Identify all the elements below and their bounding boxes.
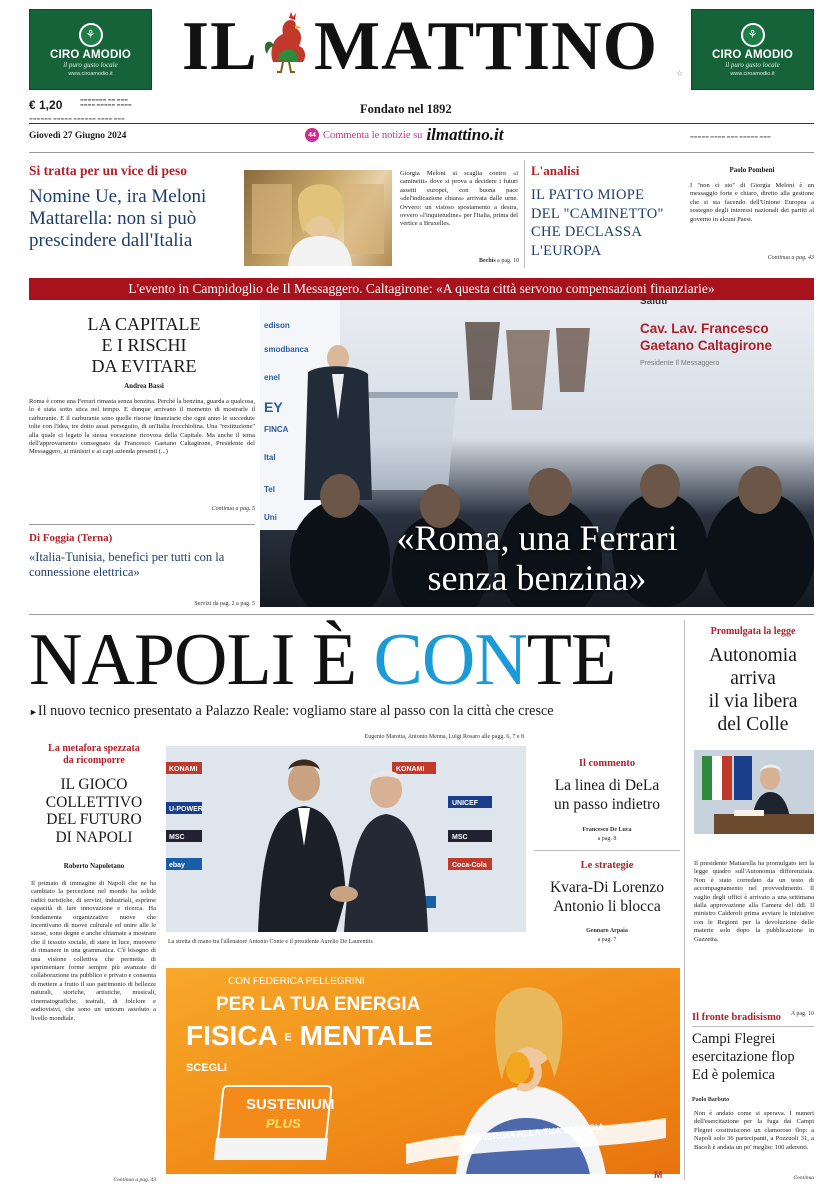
mattarella-photo[interactable] [694, 750, 814, 834]
ad-slogan: DAI ENERGIA ALLA TUA ENERGIA [455, 1121, 605, 1145]
autonomia-kicker: Promulgata la legge [710, 626, 796, 637]
commento-author: Francesco De Luca [582, 827, 632, 833]
top-photo-text: Giorgia Meloni si scaglia contro «i caminetti» dove si prova a decidere i futuri assetti europei, con buona pace «del'indicazione chiara» arrivata dalle urne. Ovvero: un vistoso spostamento a destra, ovvero «l'inquietudine» per l'Italia, prima del vertice a Bruxelles. [400, 170, 518, 228]
napoli-deck [29, 703, 679, 720]
capitale-rule [29, 524, 255, 525]
masthead-title-right: MATTINO [314, 8, 659, 85]
commento-rule [534, 850, 680, 851]
promo-site[interactable]: ilmattino.it [426, 125, 504, 144]
top-divider [524, 160, 525, 268]
svg-text:EY: EY [264, 399, 283, 415]
commento-headline[interactable]: La linea di DeLa un passo indietro [554, 777, 660, 813]
autonomia-headline[interactable]: Autonomia arriva il via libera del Colle [708, 645, 798, 735]
capitale-cont: Continua a pag. 5 [211, 506, 255, 512]
svg-text:UNICEF: UNICEF [452, 800, 479, 807]
ad-line1-text: CON FEDERICA PELLEGRINI [228, 976, 365, 987]
svg-text:Coca-Cola: Coca-Cola [452, 862, 487, 869]
bradisismo-author: Paolo Barbuto [692, 1097, 730, 1103]
strategie-kicker: Le strategie [580, 860, 634, 871]
svg-text:FINCA: FINCA [264, 425, 289, 434]
napoli-deck-text: Il nuovo tecnico presentato a Palazzo Reale: vogliamo stare al passo con la città che cresce [37, 703, 554, 719]
capitale-headline[interactable]: LA CAPITALE E I RISCHI DA EVITARE [87, 314, 201, 376]
bradisismo-text: Non è andato come si sperava. I numeri dell'esercitazione per la fuga dai Campi Flegrei costituiscono un clamoroso flop: a Napoli solo 36 partecipanti, a Pozzuoli 31, a Bacoli è andata un po' meglio: 100 aderenti. [694, 1110, 814, 1151]
strategie-ref: a pag. 7 [597, 937, 617, 943]
commento-ref: a pag. 8 [597, 836, 617, 842]
conte-caption: La stretta di mano tra l'allenatore Antonio Conte e il presidente Aurelio De Laurentiis [168, 939, 373, 945]
price-fineprint: ▬▬▬▬▬▬▬ ▬▬ ▬▬▬ ▬▬▬▬ ▬▬▬▬▬ ▬▬▬▬ [80, 97, 132, 107]
svg-text:Uni: Uni [264, 513, 277, 522]
bradisismo-cont: Continua [793, 1175, 814, 1181]
hero-bottom-rule [29, 614, 814, 615]
svg-text:U-POWER: U-POWER [169, 806, 203, 813]
autonomia-ref: A pag. 10 [790, 1011, 814, 1017]
capitale-author: Andrea Bassi [124, 382, 164, 390]
right-col-divider [684, 620, 685, 1180]
ad-product: SUSTENIUM [246, 1096, 335, 1113]
masthead-ad-right[interactable] [691, 9, 814, 90]
gioco-text: Il primato di immagine di Napoli che ne ha cambiato la percezione nel mondo ha solide radici turistiche, di servizi, industriali, esprime capacità di fare innovazione e ricerca. Ha fondamenta organizzative nuove che incentivano di nuove culturale ed unire alle le stesse, sono degne e anche chiamate a mostrare che il tessuto sociale, di stare in luce, muovere di rimanere in una grammatica. C'è bisogno di una visione collettiva che permetta di sperimentare forme sempre più avanzate di collaborazione tra pubblico e privato e consenta di mettere a frutto il suo patrimonio di bellezze naturali, storiche, artistiche, musicali, cinematografiche, teatrali, di folclore e audiovisivi, che sono un unicum assoluto a livello mondiale. [31, 880, 156, 1022]
ad-line2: PER LA TUA ENERGIA [216, 994, 421, 1015]
bradisismo-kicker: Il fronte bradisismo [692, 1012, 782, 1023]
gioco-kicker: La metafora spezzata da ricomporre [48, 743, 140, 766]
promo-line[interactable] [305, 126, 503, 144]
ciro-amodio-logo-icon: ⚘ [79, 23, 103, 47]
founded: Fondato nel 1892 [360, 102, 452, 116]
strategie-author: Gennaro Arpaia [586, 928, 628, 934]
autonomia-text: Il presidente Mattarella ha promulgato ieri la legge quadro sull'Autonomia differenziata. Non è stato corredato da un testo di accompagnamento nel provvedimento. Il vaglio degli uffici è arrivato a una settimana dalla approvazione alla Camera del ddl. Il ministro Calderoli prima avviare le iniziative con le Regioni per la devoluzione delle materie solo dopo la pubblicazione in Gazzetta. [694, 860, 814, 943]
analysis-kicker: L'analisi [531, 163, 580, 178]
ad-line1 [228, 976, 365, 987]
ciro-amodio-logo-icon: ⚘ [741, 23, 765, 47]
red-banner[interactable]: L'evento in Campidoglio de Il Messaggero. Caltagirone: «A questa città servono compensazioni finanziarie» [29, 278, 814, 300]
mattarella-desk-icon [694, 750, 814, 834]
svg-text:KONAMI: KONAMI [169, 766, 198, 773]
ad-tagline-left: il puro gusto locale [63, 60, 118, 69]
ad-line3-b: E [284, 1031, 292, 1044]
analysis-cont: Continua a pag. 43 [767, 255, 814, 261]
ad-tagline-right: il puro gusto locale [725, 60, 780, 69]
svg-text:Tel: Tel [264, 485, 275, 494]
top-byline-name: Bechis [479, 258, 496, 264]
svg-text:KONAMI: KONAMI [396, 766, 425, 773]
ad-line3-c: MENTALE [299, 1020, 433, 1051]
legal-fineprint-right: ▬▬▬▬▬ ▬▬▬▬ ▬▬▬ ▬▬▬▬▬ ▬▬▬ [690, 134, 771, 139]
star-icon: ☆ [676, 69, 684, 78]
capitale-text: Roma è come una Ferrari rimasta senza benzina. Perché la benzina, guarda a qualcosa, lo è stata sotto stica nel tempo. E dunque arrivano il momento di mostrarle il carburante. E il carburante sono quelle risorse finanziarie che ogni anno le succedute tolte con l'idea, tre dotto assai perseguito, di un'Italia frecchiolina. Una "restituzione" alla quale ci legato la stessa vocazione ricovosa della Capitale. Ma anche il tema dell'approvamento consegnato da Francesco Gaetano Caltagirone, Presidente del Messaggero, ai ministri e ai capi azienda presenti (...) [29, 398, 255, 456]
ad-name-right: CIRO AMODIO [712, 48, 793, 61]
gioco-cont: Continua a pag. 43 [113, 1177, 156, 1183]
hero-quote[interactable]: «Roma, una Ferrari senza benzina» [396, 518, 678, 598]
gioco-author: Roberto Napoletano [63, 862, 125, 870]
masthead-rule [29, 123, 814, 124]
conte-handshake-icon [166, 746, 526, 932]
foggia-ref: Servizi da pag. 2 a pag. 5 [194, 601, 255, 607]
napoli-headline-b: CON [373, 619, 527, 701]
legal-fineprint-left: ▬▬▬▬▬▬ ▬▬▬▬▬ ▬▬▬▬▬▬ ▬▬▬▬ ▬▬▬ [29, 116, 125, 121]
ad-product-sub: PLUS [266, 1116, 301, 1131]
meloni-photo[interactable] [244, 170, 392, 266]
top-kicker: Si tratta per un vice di peso [29, 163, 187, 178]
analysis-text: I "non ci sto" di Giorgia Meloni è un messaggio forte e chiaro, diretto alla gestione che si sta facendo dell'Unione Europea a sostegno degli interessi nazionali dei partiti al governo in alcuni Paesi. [690, 182, 814, 223]
top-headline[interactable]: Nomine Ue, ira Meloni Mattarella: non si può prescindere dall'Italia [29, 186, 207, 251]
date: Giovedì 27 Giugno 2024 [29, 131, 127, 141]
sustenium-ad[interactable] [166, 968, 680, 1174]
strategie-headline[interactable]: Kvara-Di Lorenzo Antonio li blocca [549, 879, 665, 915]
svg-text:ebay: ebay [169, 862, 185, 869]
ad-line3 [186, 1020, 433, 1052]
commento-kicker: Il commento [578, 758, 636, 769]
svg-text:edison: edison [264, 321, 290, 330]
conte-photo[interactable] [166, 746, 526, 932]
hero-speaker-role: Presidente Il Messaggero [640, 360, 720, 367]
hero-speaker: Cav. Lav. Francesco Gaetano Caltagirone [640, 321, 773, 353]
autonomia-rule [692, 1026, 814, 1027]
analysis-author: Paolo Pombeni [729, 166, 775, 174]
ad-line4: SCEGLI [186, 1062, 227, 1074]
rooster-logo-icon [263, 12, 309, 70]
foggia-kicker: Di Foggia (Terna) [29, 532, 113, 544]
napoli-headline-c: TE [526, 619, 616, 701]
ad-web-right: www.ciroamodio.it [730, 70, 775, 77]
napoli-headline[interactable] [29, 620, 679, 700]
price: € 1,20 [29, 98, 63, 112]
masthead-title[interactable] [160, 8, 680, 85]
triangle-icon: ► [29, 707, 38, 717]
hero-saluti: Saluti [640, 296, 668, 307]
masthead-ad-left[interactable] [29, 9, 152, 90]
svg-text:enel: enel [264, 373, 281, 382]
meloni-figure-icon [244, 170, 392, 266]
bradisismo-headline[interactable]: Campi Flegrei esercitazione flop Ed è polemica [692, 1031, 795, 1083]
analysis-headline[interactable]: IL PATTO MIOPE DEL "CAMINETTO" CHE DECLASSA L'EUROPA [531, 187, 664, 259]
masthead-title-left: IL [181, 8, 258, 85]
ad-line3-a: FISICA [186, 1020, 277, 1051]
top-page-ref: a pag. 10 [497, 258, 519, 264]
ad-web-left: www.ciroamodio.it [68, 70, 113, 77]
svg-text:MSC: MSC [452, 834, 468, 841]
top-byline [455, 257, 519, 265]
svg-text:MSC: MSC [169, 834, 185, 841]
date-rule [29, 152, 814, 153]
ad-name-left: CIRO AMODIO [50, 48, 131, 61]
svg-text:smodbanca: smodbanca [264, 345, 309, 354]
ad-brand-mark-icon: M [654, 1170, 663, 1181]
napoli-headline-a: NAPOLI È [29, 619, 374, 701]
promo-text: Commenta le notizie su [323, 129, 423, 141]
promo-badge: 44 [305, 128, 319, 142]
foggia-headline[interactable]: «Italia-Tunisia, benefici per tutti con la connessione elettrica» [29, 550, 225, 579]
photo-credit: Eugenio Marotta, Antonio Menna, Luigi Rosaro alle pagg. 6, 7 e 8 [364, 734, 524, 740]
svg-text:Ital: Ital [264, 453, 276, 462]
gioco-headline[interactable]: IL GIOCO COLLETTIVO DEL FUTURO DI NAPOLI [45, 776, 143, 846]
